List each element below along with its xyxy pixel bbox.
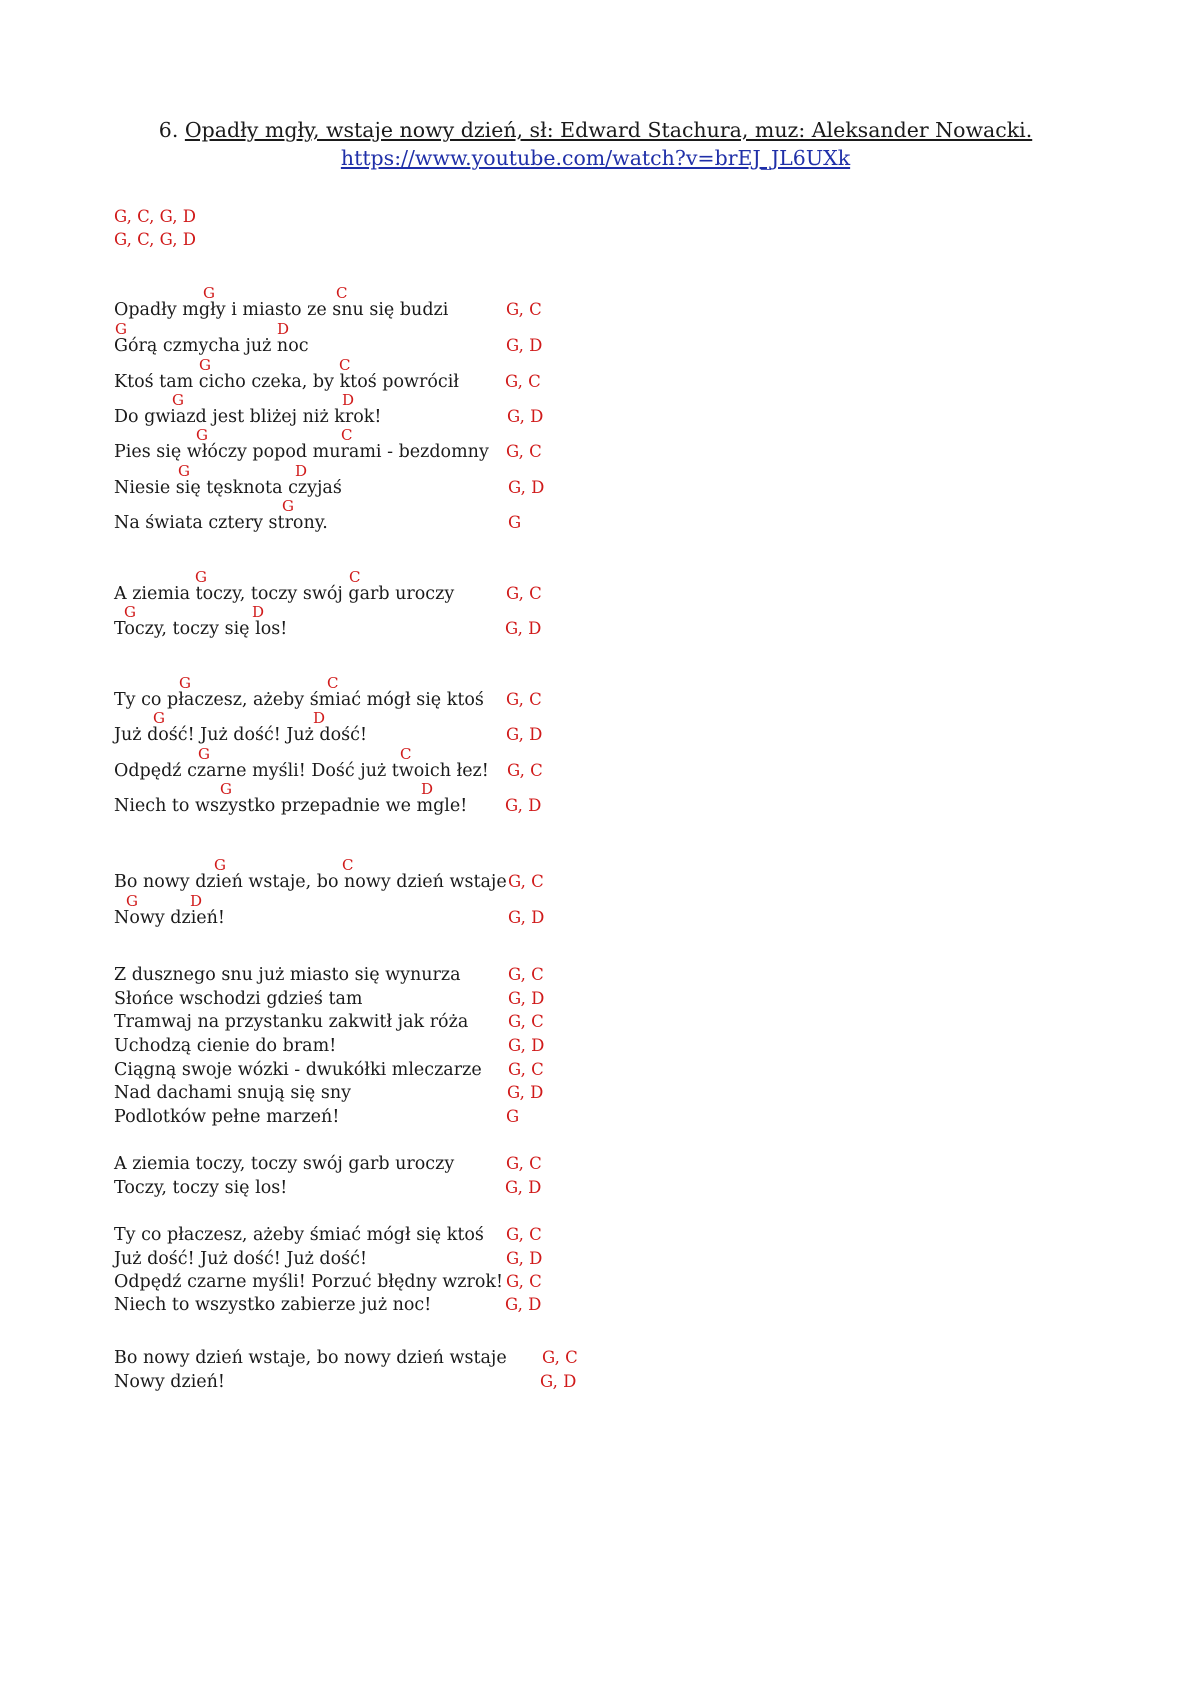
chord-right: G, D [505, 619, 542, 638]
lyric-line: Niech to wszystko przepadnie we mgle! [114, 796, 468, 816]
chord-above: C [327, 674, 339, 692]
chord-right: G, D [508, 478, 545, 497]
lyric-line: Ciągną swoje wózki - dwukółki mleczarze [114, 1060, 482, 1080]
chord-right: G, C [506, 690, 542, 709]
lyric-line: Słońce wschodzi gdzieś tam [114, 989, 363, 1009]
chord-right: G, C [508, 1060, 544, 1079]
chord-right: G, D [505, 796, 542, 815]
chord-above: D [190, 892, 203, 910]
lyric-line: Bo nowy dzień wstaje, bo nowy dzień wstaje [114, 1348, 507, 1368]
chord-above: D [342, 391, 355, 409]
chord-right: G, D [540, 1372, 577, 1391]
chord-above: C [341, 426, 353, 444]
song-title-text: Opadły mgły, wstaje nowy dzień, sł: Edward Stachura, muz: Aleksander Nowacki. [184, 118, 1033, 142]
chord-above: D [313, 709, 326, 727]
lyric-line: Niesie się tęsknota czyjaś [114, 478, 342, 498]
intro-chords-1: G, C, G, D [114, 207, 196, 226]
song-number: 6. [158, 118, 179, 142]
chord-right: G, D [508, 908, 545, 927]
chord-above: G [196, 426, 208, 444]
song-link-line [0, 145, 1191, 171]
lyric-line: Tramwaj na przystanku zakwitł jak róża [114, 1012, 469, 1032]
lyric-line: Podlotków pełne marzeń! [114, 1107, 340, 1127]
chord-above: G [198, 745, 210, 763]
chord-above: G [220, 780, 232, 798]
chord-above: D [421, 780, 434, 798]
song-title [0, 117, 1191, 143]
lyric-line: Z dusznego snu już miasto się wynurza [114, 965, 461, 985]
chord-right: G, C [507, 761, 543, 780]
lyric-line: Ktoś tam cicho czeka, by ktoś powrócił [114, 372, 459, 392]
chord-above: G [115, 320, 127, 338]
chord-right: G, C [505, 372, 541, 391]
chord-above: G [178, 462, 190, 480]
lyric-line: Toczy, toczy się los! [114, 619, 288, 639]
lyric-line: Do gwiazd jest bliżej niż krok! [114, 407, 382, 427]
chord-right: G [506, 1107, 520, 1126]
chord-above: C [400, 745, 412, 763]
lyric-line: Bo nowy dzień wstaje, bo nowy dzień wstaje [114, 872, 507, 892]
chord-above: D [252, 603, 265, 621]
lyric-line: Nowy dzień! [114, 908, 225, 928]
chord-above: G [124, 603, 136, 621]
chord-right: G, C [506, 1154, 542, 1173]
chord-right: G, D [508, 989, 545, 1008]
chord-above: G [172, 391, 184, 409]
chord-above: G [214, 856, 226, 874]
chord-above: C [339, 356, 351, 374]
chord-right: G, D [505, 1295, 542, 1314]
lyric-line: Ty co płaczesz, ażeby śmiać mógł się ktoś [114, 690, 484, 710]
lyric-line: Opadły mgły i miasto ze snu się budzi [114, 300, 449, 320]
chord-right: G, D [507, 1083, 544, 1102]
chord-right: G, D [507, 407, 544, 426]
lyric-line: Na świata cztery strony. [114, 513, 328, 533]
chord-right: G, D [508, 1036, 545, 1055]
chord-right: G, C [506, 300, 542, 319]
chord-above: D [295, 462, 308, 480]
chord-above: G [203, 284, 215, 302]
lyric-line: Pies się włóczy popod murami - bezdomny [114, 442, 489, 462]
chord-right: G, D [505, 1178, 542, 1197]
youtube-link[interactable]: https://www.youtube.com/watch?v=brEJ_JL6UXk [340, 146, 851, 170]
chord-right: G, C [508, 965, 544, 984]
lyric-line: Toczy, toczy się los! [114, 1178, 288, 1198]
chord-right: G, C [506, 1272, 542, 1291]
chord-above: C [336, 284, 348, 302]
chord-above: G [195, 568, 207, 586]
lyric-line: Odpędź czarne myśli! Dość już twoich łez! [114, 761, 489, 781]
chord-right: G, D [506, 336, 543, 355]
chord-right: G, C [508, 1012, 544, 1031]
chord-right: G, D [506, 725, 543, 744]
chord-above: D [277, 320, 290, 338]
intro-chords-2: G, C, G, D [114, 230, 196, 249]
chord-above: C [349, 568, 361, 586]
lyric-line: Ty co płaczesz, ażeby śmiać mógł się ktoś [114, 1225, 484, 1245]
chord-above: G [126, 892, 138, 910]
lyric-line: Nad dachami snują się sny [114, 1083, 351, 1103]
chord-above: G [179, 674, 191, 692]
lyric-line: Uchodzą cienie do bram! [114, 1036, 337, 1056]
chord-above: G [153, 709, 165, 727]
lyric-line: Nowy dzień! [114, 1372, 225, 1392]
lyric-line: A ziemia toczy, toczy swój garb uroczy [114, 1154, 455, 1174]
chord-above: G [199, 356, 211, 374]
chord-right: G [508, 513, 522, 532]
chord-right: G, D [506, 1249, 543, 1268]
lyric-line: Górą czmycha już noc [114, 336, 309, 356]
lyric-line: Odpędź czarne myśli! Porzuć błędny wzrok! [114, 1272, 504, 1292]
lyric-line: Już dość! Już dość! Już dość! [114, 1249, 367, 1269]
lyric-line: A ziemia toczy, toczy swój garb uroczy [114, 584, 455, 604]
chord-right: G, C [506, 442, 542, 461]
chord-right: G, C [542, 1348, 578, 1367]
chord-above: C [342, 856, 354, 874]
lyric-line: Niech to wszystko zabierze już noc! [114, 1295, 432, 1315]
chord-right: G, C [506, 584, 542, 603]
chord-above: G [282, 497, 294, 515]
chord-right: G, C [506, 1225, 542, 1244]
lyric-line: Już dość! Już dość! Już dość! [114, 725, 367, 745]
chord-right: G, C [508, 872, 544, 891]
